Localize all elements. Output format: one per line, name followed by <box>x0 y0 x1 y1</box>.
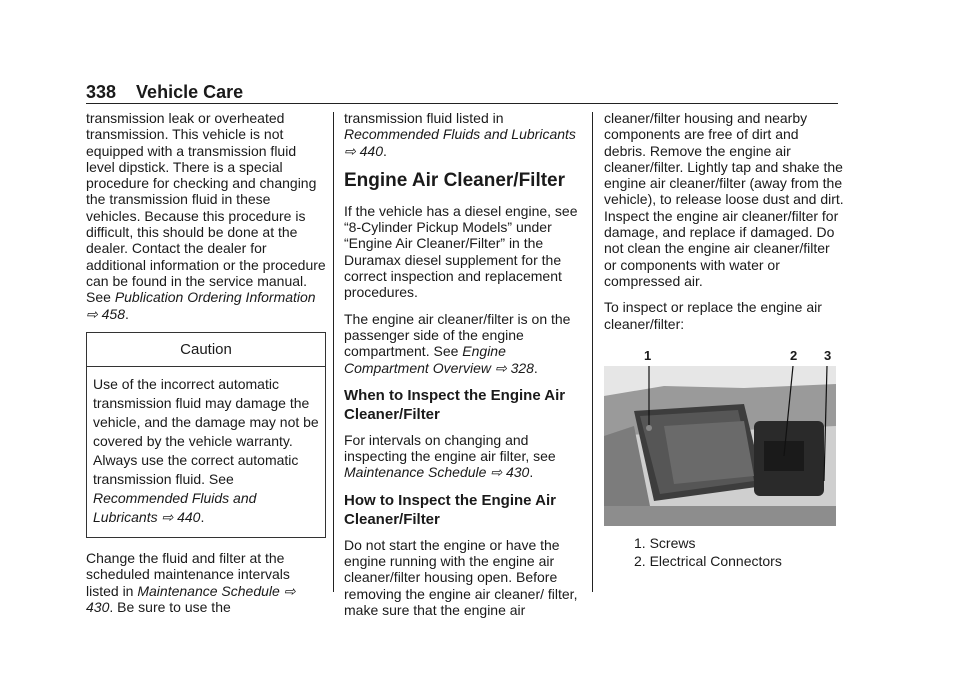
callout-label: 3 <box>824 347 832 363</box>
page-arrow-icon: ⇨ <box>161 509 174 526</box>
subsection-heading: How to Inspect the Engine Air Cleaner/Filter <box>344 491 556 528</box>
page-arrow-icon: ⇨ <box>494 359 507 376</box>
paragraph: transmission fluid listed in Recommended Fluids and Lubricants ⇨ 440. <box>344 110 576 159</box>
subsection-heading: When to Inspect the Engine Air Cleaner/Filter <box>344 386 566 423</box>
text: transmission leak or overheated transmission. This vehicle is not equipped with a transmission fluid level dipstick. There is a special procedure for checking and changing the transmission fluid in these vehicles. Because this procedure is difficult, this should be done at the dealer. Contact the dealer for additional information or the procedure can be found in the service manual. See <box>86 110 326 306</box>
page-number: 338 <box>86 82 117 102</box>
engine-bay-illustration <box>604 366 836 526</box>
callout-legend <box>604 534 844 570</box>
column-1 <box>86 110 326 625</box>
column-3 <box>604 110 844 570</box>
section-heading: Engine Air Cleaner/Filter <box>344 169 566 191</box>
callout-label: 1 <box>644 347 652 363</box>
link-recommended-fluids[interactable]: Recommended Fluids and Lubricants ⇨ 440 <box>344 126 576 159</box>
page-arrow-icon: ⇨ <box>86 305 98 322</box>
section-title: Vehicle Care <box>136 82 244 102</box>
caution-body: Use of the incorrect automatic transmission fluid may damage the vehicle, and the damage may not be covered by the vehicle warranty. Always use the correct automatic transmission fluid. See Recommended Fluids and Lubricants ⇨ 440. <box>93 376 319 526</box>
paragraph: If the vehicle has a diesel engine, see “8-Cylinder Pickup Models” under “Engine Air Cleaner/Filter” in the Duramax diesel supplement for the correct inspection and replacement procedures. <box>344 202 578 301</box>
caution-box <box>86 332 326 538</box>
callout-label: 2 <box>790 347 798 363</box>
paragraph: Do not start the engine or have the engine running with the engine air cleaner/filter housing open. Before removing the engine air cleaner/ filter, make sure that the engine air <box>344 536 578 618</box>
paragraph: transmission leak or overheated transmission. This vehicle is not equipped with a transmission fluid level dipstick. There is a special procedure for checking and changing the transmission fluid in these vehicles. Because this procedure is difficult, this should be done at the dealer. Contact the dealer for additional information or the procedure can be found in the service manual. See Publication Ordering Information ⇨ 458. <box>86 110 326 322</box>
page-arrow-icon: ⇨ <box>283 582 296 599</box>
page-arrow-icon: ⇨ <box>344 142 356 159</box>
link-maintenance-schedule[interactable]: Maintenance Schedule ⇨ 430 <box>86 582 296 616</box>
paragraph: Change the fluid and filter at the scheduled maintenance intervals listed in Maintenance Schedule ⇨ 430. Be sure to use the <box>86 550 296 616</box>
paragraph: cleaner/filter housing and nearby components are free of dirt and debris. Remove the engine air cleaner/filter. Lightly tap and shake the engine air cleaner/filter (away from the vehicle), to release loose dust and dirt. Inspect the engine air cleaner/filter for damage, and replace if damaged. Do not clean the engine air cleaner/filter or components with water or compressed air. <box>604 110 844 289</box>
column-divider <box>333 112 334 592</box>
link-publication-ordering[interactable]: Publication Ordering Information ⇨ 458 <box>86 289 316 322</box>
list-item: 1. Screws <box>634 534 696 551</box>
page-arrow-icon: ⇨ <box>490 464 503 481</box>
engine-air-cleaner-photo <box>604 366 836 526</box>
paragraph: The engine air cleaner/filter is on the passenger side of the engine compartment. See Engine Compartment Overview ⇨ 328. <box>344 310 571 376</box>
link-recommended-fluids[interactable]: Recommended Fluids and Lubricants ⇨ 440 <box>93 490 257 526</box>
link-maintenance-schedule[interactable]: Maintenance Schedule ⇨ 430 <box>344 464 530 481</box>
paragraph: To inspect or replace the engine air cleaner/filter: <box>604 299 822 332</box>
caution-title: Caution <box>87 333 325 367</box>
column-divider <box>592 112 593 592</box>
column-2 <box>344 110 584 628</box>
list-item: 2. Electrical Connectors <box>634 552 782 569</box>
header-rule <box>86 103 838 104</box>
paragraph: For intervals on changing and inspecting the engine air filter, see Maintenance Schedule ⇨ 430. <box>344 431 556 481</box>
link-engine-compartment[interactable]: Engine Compartment Overview ⇨ 328 <box>344 343 534 376</box>
page-header <box>86 82 243 103</box>
figure-callouts <box>604 346 844 366</box>
